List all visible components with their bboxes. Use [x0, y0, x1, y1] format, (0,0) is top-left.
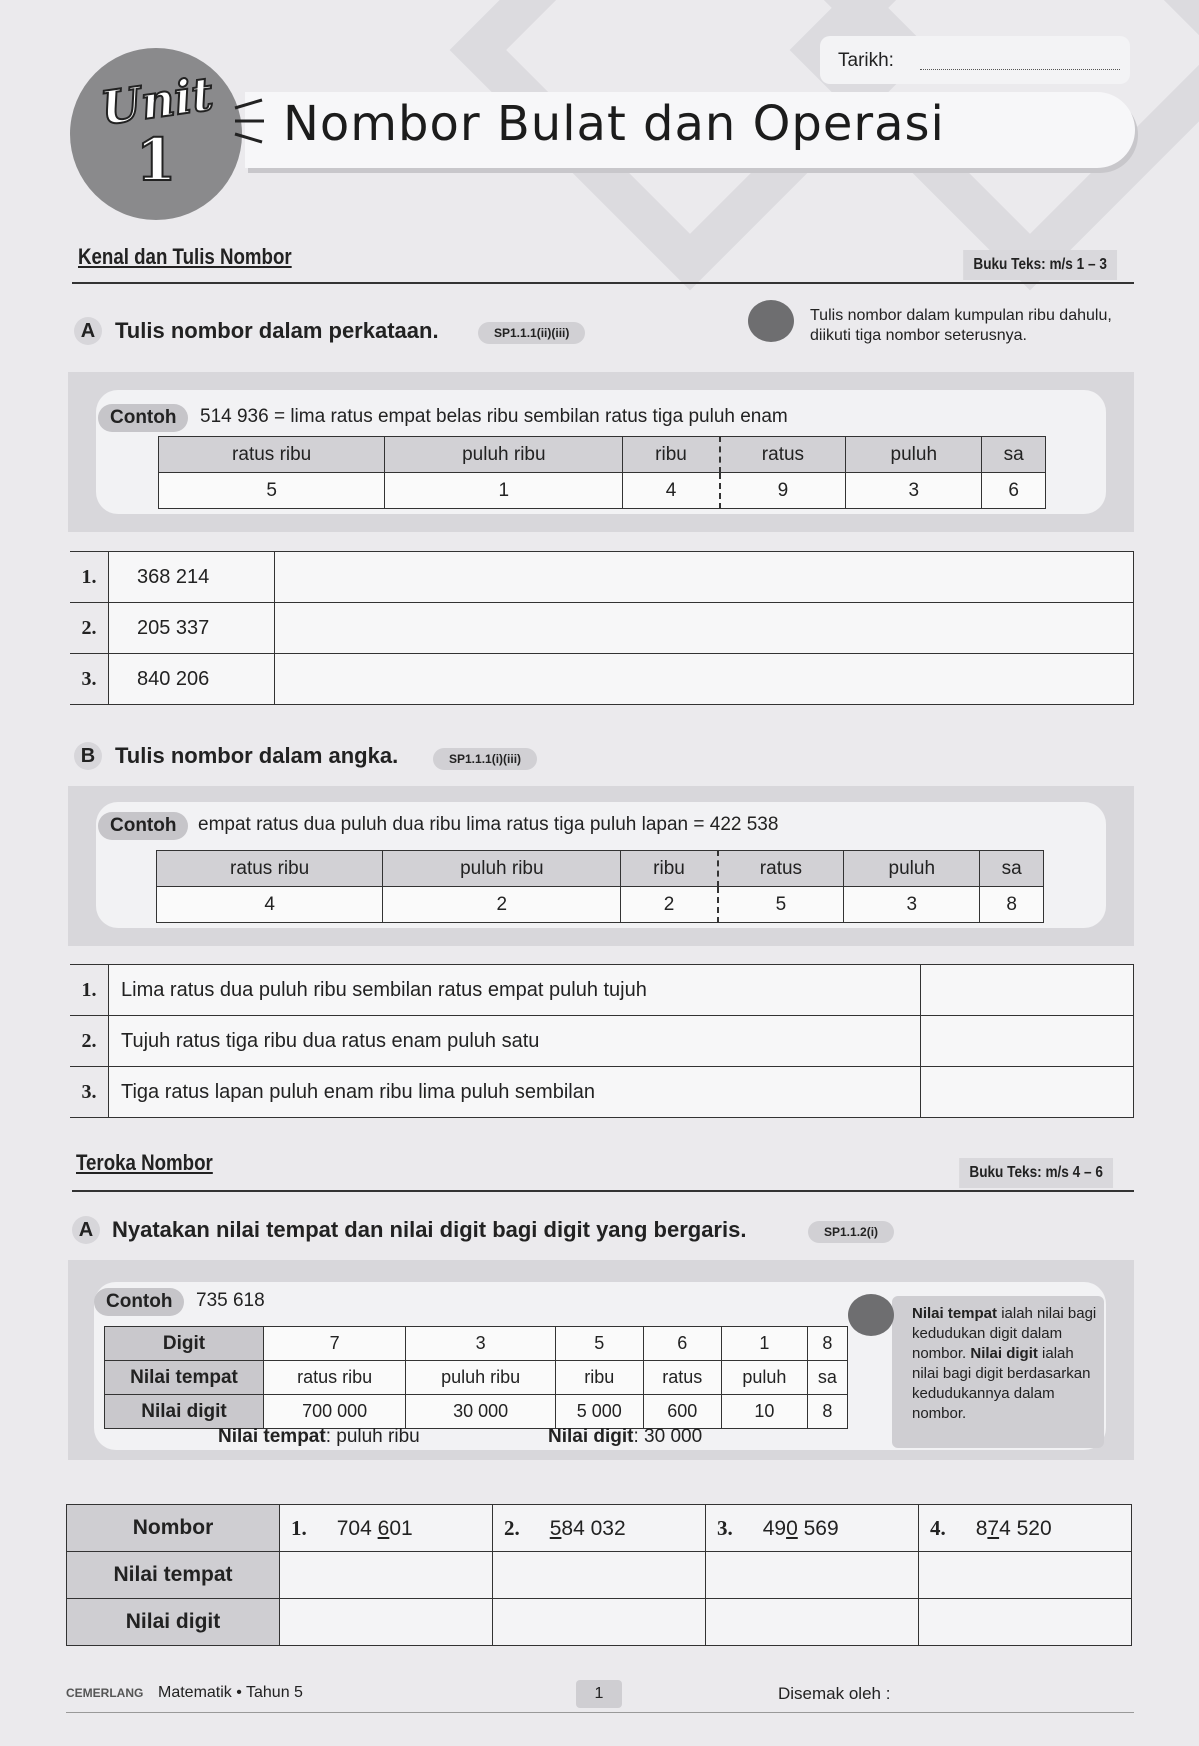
example-card [96, 802, 1106, 928]
number-cell: 840 206 [109, 654, 275, 705]
example-number: 735 618 [196, 1290, 265, 1311]
place-value-table [158, 436, 1046, 509]
row-label: Nilai digit [67, 1599, 280, 1646]
example-card [96, 390, 1106, 514]
digit-cell: 1 [722, 1327, 808, 1361]
digit-cell: 7 [264, 1327, 406, 1361]
number-part: 704 [336, 1516, 378, 1540]
place-digit: 4 [623, 473, 720, 509]
definition-text [912, 1304, 1100, 1424]
row-label: Nilai tempat [67, 1552, 280, 1599]
place-cell: ratus ribu [264, 1361, 406, 1395]
question-letter: A [72, 1216, 100, 1244]
value-cell: 10 [722, 1395, 808, 1429]
table-row [70, 1067, 1134, 1118]
place-digit: 9 [720, 473, 846, 509]
answer-field[interactable] [280, 1552, 493, 1599]
question-instruction: Tulis nombor dalam perkataan. [115, 318, 439, 343]
place-header: puluh ribu [385, 437, 623, 473]
number-part: 4 520 [999, 1516, 1052, 1540]
place-header: sa [982, 437, 1046, 473]
number-part: 01 [389, 1516, 413, 1540]
example-panel [68, 372, 1134, 532]
place-digit: 8 [980, 887, 1044, 923]
example-label: Contoh [94, 1288, 184, 1316]
page-title: Nombor Bulat dan Operasi [283, 96, 945, 152]
number-part: 8 [975, 1516, 988, 1540]
example-answer-place [218, 1426, 420, 1448]
title-bar [245, 92, 1135, 168]
digit-cell: 3 [406, 1327, 556, 1361]
question-cell [492, 1505, 705, 1552]
row-label: Nilai tempat [105, 1361, 264, 1395]
value-cell: 30 000 [406, 1395, 556, 1429]
checked-by-label: Disemak oleh : [778, 1684, 891, 1703]
note-definition: ialah nilai bagi digit berdasarkan kedudukannya dalam nombor. [912, 1345, 1091, 1422]
answer-field[interactable] [921, 1067, 1134, 1118]
section-heading: Teroka Nombor [76, 1150, 213, 1175]
place-cell: ribu [555, 1361, 643, 1395]
question-number: 3. [716, 1515, 733, 1540]
place-header: ratus [720, 437, 846, 473]
number-part: 49 [762, 1516, 787, 1540]
table-row [70, 654, 1134, 705]
number-cell: 205 337 [109, 603, 275, 654]
answer-table [70, 964, 1134, 1118]
digit-cell: 6 [643, 1327, 721, 1361]
mascot-icon [748, 300, 794, 342]
answer-field[interactable] [492, 1599, 705, 1646]
unit-number: 1 [135, 126, 177, 194]
place-header: puluh [846, 437, 982, 473]
place-header: puluh [844, 851, 980, 887]
value-cell: 5 000 [555, 1395, 643, 1429]
row-number: 2. [70, 603, 109, 654]
answer-field[interactable] [921, 1016, 1134, 1067]
row-number: 2. [70, 1016, 109, 1067]
table-row [70, 603, 1134, 654]
question-letter: B [74, 742, 102, 770]
question-instruction: Tulis nombor dalam angka. [115, 743, 399, 768]
example-label: Contoh [98, 404, 188, 432]
place-digit: 5 [718, 887, 844, 923]
answer-place-value: : puluh ribu [325, 1426, 420, 1447]
underlined-digit: 5 [549, 1516, 562, 1540]
sp-code: SP1.1.1(ii)(iii) [478, 322, 585, 344]
underlined-digit: 0 [786, 1516, 798, 1540]
example-panel [68, 786, 1134, 946]
place-header: ratus [718, 851, 844, 887]
date-box [820, 36, 1130, 84]
answer-place-label: Nilai tempat [218, 1426, 326, 1447]
row-number: 3. [70, 654, 109, 705]
digit-cell: 8 [807, 1327, 847, 1361]
date-field[interactable] [920, 69, 1120, 70]
answer-digit-label: Nilai digit [548, 1426, 634, 1447]
question-number: 1. [291, 1515, 307, 1540]
example-text: empat ratus dua puluh dua ribu lima ratus tiga puluh lapan = 422 538 [198, 814, 779, 835]
answer-field[interactable] [705, 1599, 918, 1646]
place-header: ribu [623, 437, 720, 473]
example-answer-digit [548, 1426, 702, 1448]
place-digit: 5 [159, 473, 385, 509]
table-row [70, 1016, 1134, 1067]
section-heading: Kenal dan Tulis Nombor [78, 244, 292, 269]
page-number: 1 [576, 1680, 622, 1708]
definition-note [892, 1296, 1104, 1448]
unit-badge [70, 48, 242, 220]
footer-subject: Matematik • Tahun 5 [158, 1684, 303, 1701]
underlined-digit: 6 [377, 1516, 390, 1540]
words-cell: Tiga ratus lapan puluh enam ribu lima puluh sembilan [109, 1067, 921, 1118]
tip-text: Tulis nombor dalam kumpulan ribu dahulu, diikuti tiga nombor seterusnya. [810, 307, 1112, 344]
place-digit: 2 [383, 887, 621, 923]
place-cell: puluh ribu [406, 1361, 556, 1395]
place-cell: ratus [643, 1361, 721, 1395]
divider [72, 1190, 1134, 1192]
value-cell: 700 000 [264, 1395, 406, 1429]
question-letter: A [74, 317, 102, 345]
question-number: 2. [503, 1515, 520, 1540]
note-term: Nilai tempat [912, 1305, 998, 1322]
question-cell [705, 1505, 918, 1552]
place-value-table [156, 850, 1044, 923]
answer-table [70, 551, 1134, 705]
note-definition: ialah nilai bagi kedudukan digit dalam nombor. [912, 1305, 1097, 1362]
row-label: Nombor [67, 1505, 280, 1552]
answer-field[interactable] [492, 1552, 705, 1599]
place-header: ratus ribu [159, 437, 385, 473]
row-number: 1. [70, 965, 109, 1016]
underlined-digit: 7 [987, 1516, 1000, 1540]
place-cell: sa [807, 1361, 847, 1395]
words-cell: Tujuh ratus tiga ribu dua ratus enam puluh satu [109, 1016, 921, 1067]
example-panel [68, 1260, 1134, 1460]
question-number: 4. [929, 1515, 946, 1540]
unit-word: Unit [97, 66, 217, 136]
place-digit: 6 [982, 473, 1046, 509]
place-header: puluh ribu [383, 851, 621, 887]
question-instruction: Nyatakan nilai tempat dan nilai digit bagi digit yang bergaris. [112, 1217, 747, 1242]
publisher-logo: CEMERLANG [66, 1686, 144, 1700]
date-label: Tarikh: [838, 50, 894, 71]
speed-lines-icon [230, 96, 270, 146]
example-text: 514 936 = lima ratus empat belas ribu sembilan ratus tiga puluh enam [200, 406, 788, 427]
table-row [70, 552, 1134, 603]
answer-field[interactable] [921, 965, 1134, 1016]
question-cell [280, 1505, 493, 1552]
number-cell: 368 214 [109, 552, 275, 603]
row-label: Digit [105, 1327, 264, 1361]
place-digit: 1 [385, 473, 623, 509]
place-digit: 2 [621, 887, 718, 923]
place-digit: 3 [846, 473, 982, 509]
digit-value-table [104, 1326, 848, 1429]
sp-code: SP1.1.2(i) [808, 1221, 894, 1243]
place-digit: 4 [157, 887, 383, 923]
exercise-table [66, 1504, 1132, 1646]
row-label: Nilai digit [105, 1395, 264, 1429]
table-row [70, 965, 1134, 1016]
example-label: Contoh [98, 812, 188, 840]
note-term: Nilai digit [970, 1345, 1038, 1362]
answer-field[interactable] [918, 1599, 1131, 1646]
row-number: 3. [70, 1067, 109, 1118]
answer-field[interactable] [918, 1552, 1131, 1599]
value-cell: 8 [807, 1395, 847, 1429]
number-part: 569 [797, 1516, 839, 1540]
place-header: ratus ribu [157, 851, 383, 887]
place-header: sa [980, 851, 1044, 887]
place-header: ribu [621, 851, 718, 887]
answer-field[interactable] [705, 1552, 918, 1599]
divider [72, 282, 1134, 284]
row-number: 1. [70, 552, 109, 603]
question-cell [918, 1505, 1131, 1552]
value-cell: 600 [643, 1395, 721, 1429]
textbook-ref: Buku Teks: m/s 1 – 3 [963, 250, 1117, 280]
place-cell: puluh [722, 1361, 808, 1395]
answer-field[interactable] [275, 552, 1134, 603]
place-digit: 3 [844, 887, 980, 923]
answer-field[interactable] [280, 1599, 493, 1646]
digit-cell: 5 [555, 1327, 643, 1361]
words-cell: Lima ratus dua puluh ribu sembilan ratus empat puluh tujuh [109, 965, 921, 1016]
answer-digit-value: : 30 000 [633, 1426, 703, 1447]
mascot-icon [848, 1294, 894, 1336]
answer-field[interactable] [275, 654, 1134, 705]
number-part: 84 032 [561, 1516, 626, 1540]
footer-divider [66, 1712, 1134, 1713]
textbook-ref: Buku Teks: m/s 4 – 6 [959, 1158, 1113, 1188]
sp-code: SP1.1.1(i)(iii) [433, 748, 537, 770]
answer-field[interactable] [275, 603, 1134, 654]
